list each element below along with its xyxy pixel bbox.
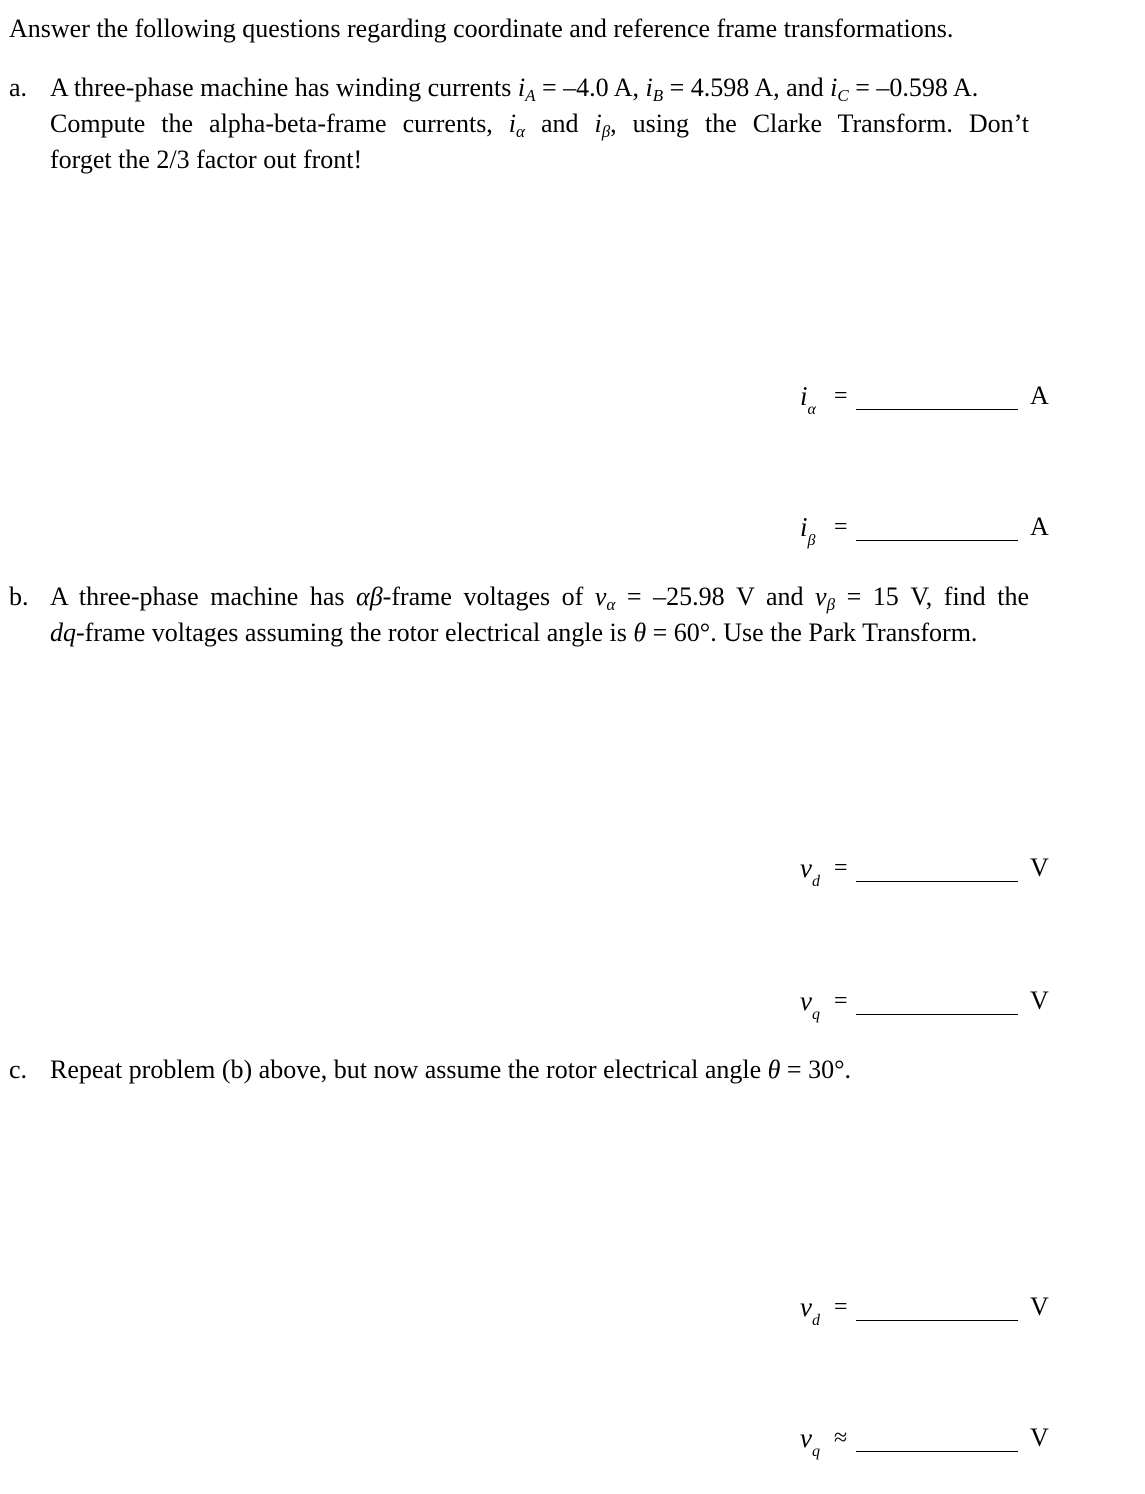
answer-symbol: $i_\alpha$: [800, 381, 816, 418]
answer-v-q: [790, 1423, 1060, 1463]
instructions-heading: Answer the following questions regarding coordinate and reference frame transformations.: [9, 14, 954, 43]
problem-text: [50, 1052, 1029, 1088]
answer-unit: A: [1030, 381, 1049, 410]
problem-text: [50, 70, 1029, 178]
problem-c: [9, 1052, 1029, 1088]
answer-blank[interactable]: [856, 881, 1018, 882]
answer-unit: V: [1030, 986, 1049, 1015]
problem-text: [50, 579, 1029, 651]
answer-blank[interactable]: [856, 1014, 1018, 1015]
answer-v-d: [790, 1292, 1060, 1332]
problem-a: [9, 70, 1029, 178]
answer-symbol: $v_q$: [800, 1423, 820, 1460]
answer-unit: A: [1030, 512, 1049, 541]
answer-symbol: $i_\beta$: [800, 512, 816, 549]
answer-blank[interactable]: [856, 1451, 1018, 1452]
problem-b: [9, 579, 1029, 651]
answer-blank[interactable]: [856, 409, 1018, 410]
answer-symbol: $v_d$: [800, 853, 820, 890]
problem-letter: a.: [9, 73, 28, 102]
answer-relation: ≈: [834, 1425, 848, 1451]
answer-relation: =: [834, 988, 848, 1014]
answer-unit: V: [1030, 1292, 1049, 1321]
problem-line: A three-phase machine has winding currents $i_A = -4.0$ A, $i_B = 4.598$ A, and $i_C = -0.598$ A.: [50, 73, 979, 105]
problem-line: dq-frame voltages assuming the rotor electrical angle is θ = 60°. Use the Park Transform.: [50, 618, 978, 647]
answer-i-alpha: [790, 381, 1060, 421]
problem-line: forget the 2/3 factor out front!: [50, 145, 363, 174]
answer-blank[interactable]: [856, 540, 1018, 541]
answer-unit: V: [1030, 1423, 1049, 1452]
problem-letter: b.: [9, 582, 29, 611]
problem-line: A three-phase machine has αβ-frame voltages of $v_\alpha = -25.98$ V and $v_\beta = 15$ V, find the: [50, 582, 1029, 614]
answer-v-d: [790, 853, 1060, 893]
answer-relation: =: [834, 514, 848, 540]
answer-symbol: $v_q$: [800, 986, 820, 1023]
answer-blank[interactable]: [856, 1320, 1018, 1321]
answer-symbol: $v_d$: [800, 1292, 820, 1329]
answer-relation: =: [834, 855, 848, 881]
answer-unit: V: [1030, 853, 1049, 882]
problem-line: Repeat problem (b) above, but now assume the rotor electrical angle θ = 30°.: [50, 1055, 851, 1084]
answer-v-q: [790, 986, 1060, 1026]
problem-letter: c.: [9, 1055, 28, 1084]
answer-i-beta: [790, 512, 1060, 552]
answer-relation: =: [834, 383, 848, 409]
problem-line: Compute the alpha-beta-frame currents, $i_\alpha$ and $i_\beta$, using the Clarke Transform. Don’t: [50, 109, 1030, 141]
answer-relation: =: [834, 1294, 848, 1320]
